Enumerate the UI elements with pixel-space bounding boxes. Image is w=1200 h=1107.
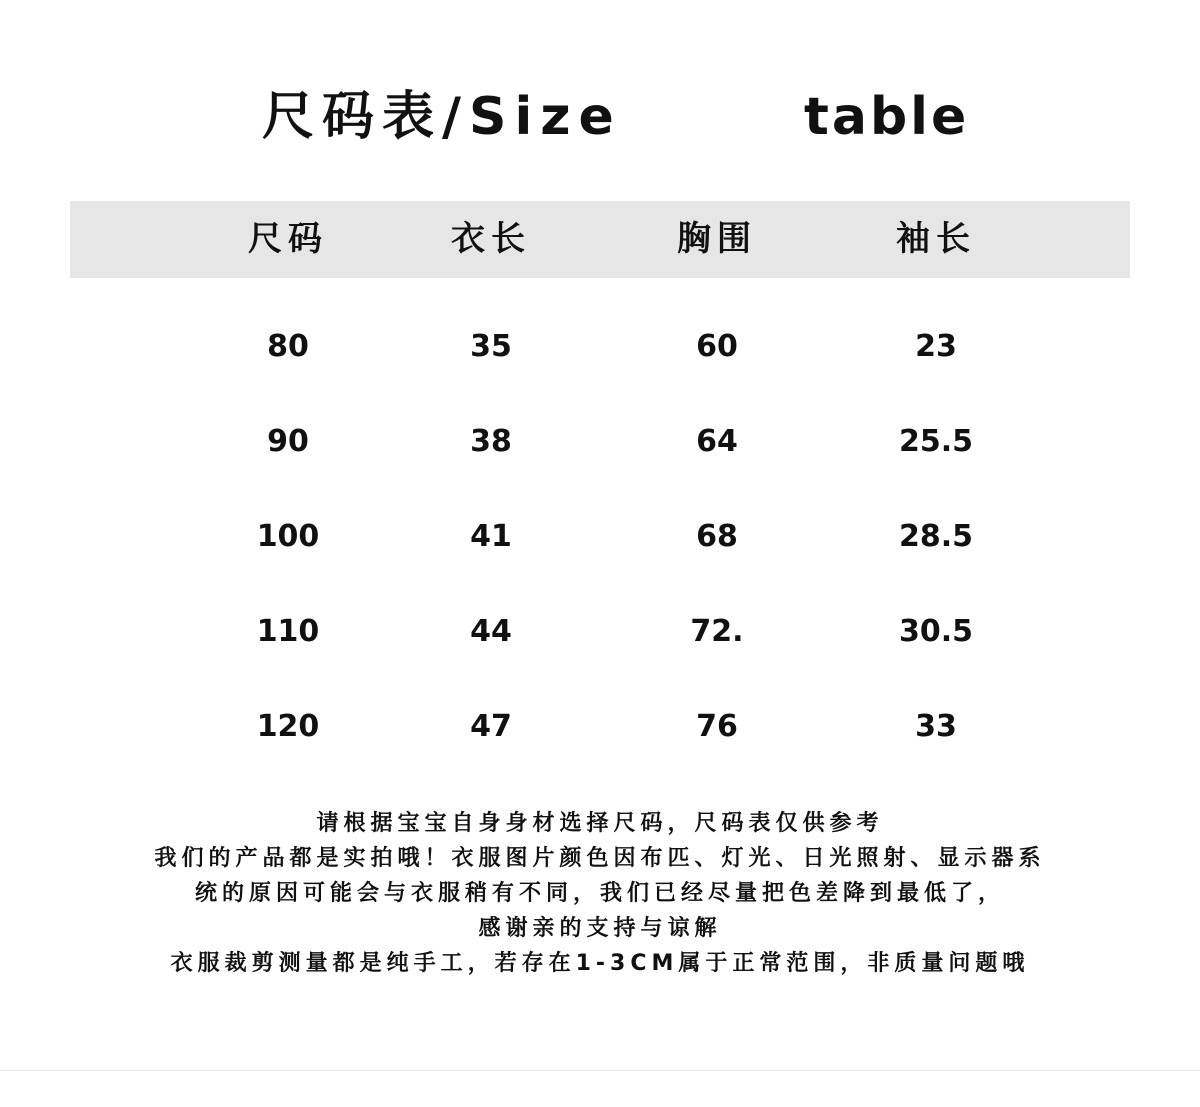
- note-line: 衣服裁剪测量都是纯手工，若存在1-3CM属于正常范围，非质量问题哦: [170, 951, 1030, 976]
- cell-length: 47: [470, 709, 512, 744]
- cell-length: 35: [470, 329, 512, 364]
- notes-block: [0, 806, 1200, 981]
- note-line: 统的原因可能会与衣服稍有不同，我们已经尽量把色差降到最低了，: [194, 881, 1005, 906]
- page-title-suffix: table: [804, 87, 970, 147]
- cell-sleeve: 33: [915, 709, 957, 744]
- cell-length: 38: [470, 424, 512, 459]
- table-row: [70, 412, 1130, 472]
- cell-sleeve: 28.5: [898, 519, 974, 554]
- cell-size: 90: [267, 424, 309, 459]
- note-line: 请根据宝宝自身身材选择尺码，尺码表仅供参考: [316, 811, 884, 836]
- cell-chest: 72.: [690, 614, 744, 649]
- header-length: 衣长: [451, 219, 531, 259]
- cell-size: 80: [267, 329, 309, 364]
- page-title: 尺码表/Size: [262, 87, 622, 147]
- table-header: [70, 201, 1130, 278]
- note-line: 感谢亲的支持与谅解: [478, 916, 722, 941]
- header-chest: 胸围: [677, 219, 757, 259]
- table-row: [70, 317, 1130, 377]
- cell-sleeve: 23: [915, 329, 957, 364]
- cell-length: 41: [470, 519, 512, 554]
- cell-chest: 68: [696, 519, 738, 554]
- title-row: [0, 82, 1200, 152]
- cell-size: 110: [256, 614, 320, 649]
- bottom-divider: [0, 1070, 1200, 1071]
- table-row: [70, 697, 1130, 757]
- table-row: [70, 602, 1130, 662]
- cell-chest: 64: [696, 424, 738, 459]
- cell-sleeve: 30.5: [898, 614, 974, 649]
- note-line: 我们的产品都是实拍哦！衣服图片颜色因布匹、灯光、日光照射、显示器系: [154, 846, 1046, 871]
- cell-chest: 60: [696, 329, 738, 364]
- header-size: 尺码: [248, 219, 328, 259]
- cell-chest: 76: [696, 709, 738, 744]
- cell-sleeve: 25.5: [898, 424, 974, 459]
- cell-size: 120: [256, 709, 320, 744]
- size-table: [70, 201, 1130, 744]
- header-sleeve: 袖长: [896, 219, 976, 259]
- cell-size: 100: [256, 519, 320, 554]
- cell-length: 44: [470, 614, 512, 649]
- table-row: [70, 507, 1130, 567]
